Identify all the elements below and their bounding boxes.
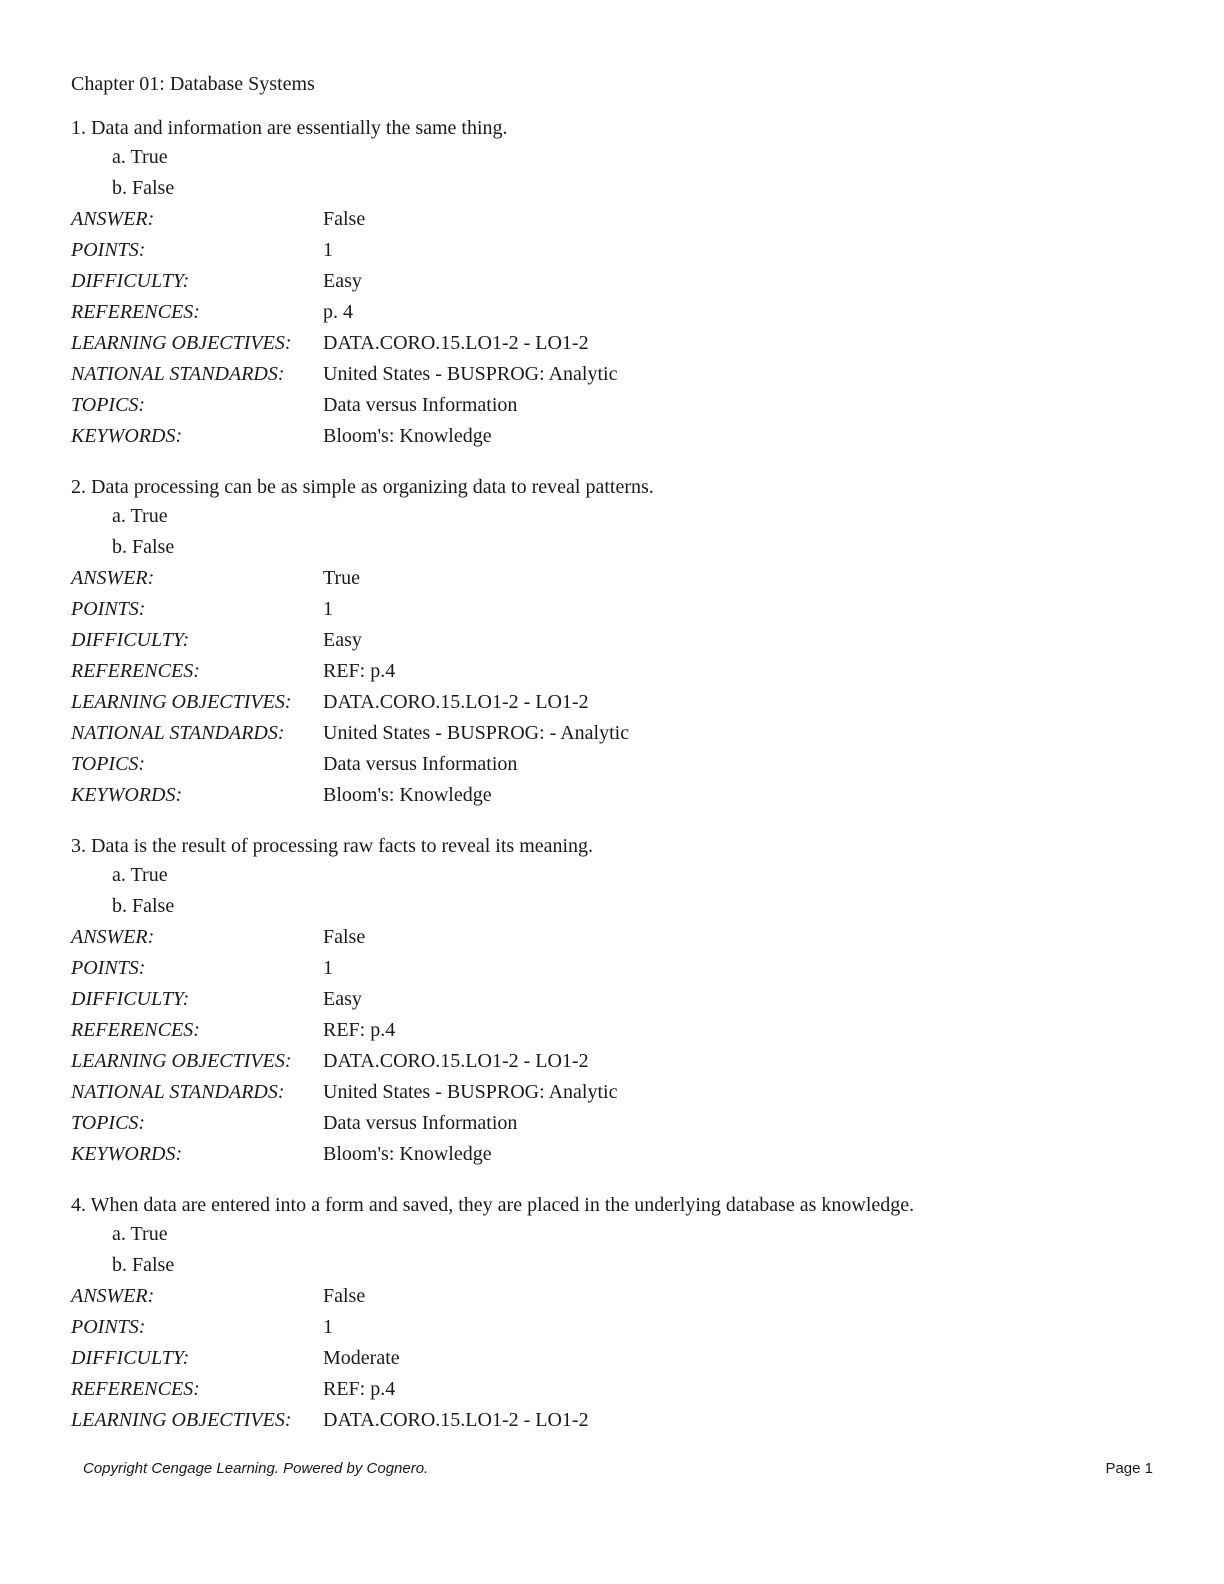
meta-references [71,297,1161,328]
option-a: a. True [112,146,168,168]
meta-label: REFERENCES: [71,301,200,323]
meta-answer [71,204,1161,235]
meta-difficulty [71,1343,1161,1374]
meta-label: POINTS: [71,1316,146,1338]
meta-value: True [323,567,361,589]
meta-answer [71,922,1161,953]
meta-value: United States - BUSPROG: - Analytic [323,722,630,744]
meta-learning-objectives [71,687,1161,718]
meta-label: KEYWORDS: [71,784,183,806]
meta-label: NATIONAL STANDARDS: [71,1081,285,1103]
option-b: b. False [112,177,175,199]
meta-value: Data versus Information [323,394,518,416]
question-1 [71,114,1161,452]
meta-label: KEYWORDS: [71,1143,183,1165]
meta-value: Data versus Information [323,753,518,775]
meta-value: Bloom's: Knowledge [323,1143,492,1165]
chapter-title: Chapter 01: Database Systems [71,73,315,95]
page-footer [83,1459,1153,1479]
option-b: b. False [112,895,175,917]
meta-value: p. 4 [323,301,353,323]
meta-label: NATIONAL STANDARDS: [71,363,285,385]
option-b: b. False [112,1254,175,1276]
meta-label: REFERENCES: [71,1019,200,1041]
meta-label: DIFFICULTY: [71,270,190,292]
meta-value: Easy [323,988,362,1010]
meta-label: NATIONAL STANDARDS: [71,722,285,744]
question-2 [71,473,1161,811]
meta-value: False [323,926,366,948]
meta-answer [71,1281,1161,1312]
meta-value: United States - BUSPROG: Analytic [323,1081,618,1103]
meta-label: LEARNING OBJECTIVES: [71,691,292,713]
meta-value: Data versus Information [323,1112,518,1134]
question-4 [71,1191,1161,1436]
answer-options [71,501,1161,563]
meta-points [71,235,1161,266]
meta-difficulty [71,625,1161,656]
meta-topics [71,1108,1161,1139]
meta-value: Bloom's: Knowledge [323,425,492,447]
meta-label: POINTS: [71,957,146,979]
meta-label: KEYWORDS: [71,425,183,447]
meta-value: DATA.CORO.15.LO1-2 - LO1-2 [323,691,589,713]
meta-label: LEARNING OBJECTIVES: [71,332,292,354]
meta-value: 1 [323,239,333,261]
meta-label: POINTS: [71,598,146,620]
meta-value: DATA.CORO.15.LO1-2 - LO1-2 [323,1050,589,1072]
question-text: 3. Data is the result of processing raw facts to reveal its meaning. [71,835,594,857]
meta-topics [71,749,1161,780]
meta-value: Easy [323,270,362,292]
meta-value: Moderate [323,1347,400,1369]
meta-national-standards [71,1077,1161,1108]
meta-label: ANSWER: [71,1285,155,1307]
meta-label: POINTS: [71,239,146,261]
meta-label: DIFFICULTY: [71,1347,190,1369]
question-text: 1. Data and information are essentially the same thing. [71,117,508,139]
question-text: 4. When data are entered into a form and saved, they are placed in the underlying database as knowledge. [71,1194,915,1216]
document-page [71,70,1161,1457]
meta-learning-objectives [71,1046,1161,1077]
meta-value: Easy [323,629,362,651]
meta-label: REFERENCES: [71,660,200,682]
meta-label: ANSWER: [71,926,155,948]
question-text: 2. Data processing can be as simple as organizing data to reveal patterns. [71,476,654,498]
meta-label: LEARNING OBJECTIVES: [71,1409,292,1431]
option-b: b. False [112,536,175,558]
meta-label: ANSWER: [71,567,155,589]
meta-label: DIFFICULTY: [71,988,190,1010]
meta-label: ANSWER: [71,208,155,230]
meta-points [71,953,1161,984]
meta-label: TOPICS: [71,1112,146,1134]
meta-value: 1 [323,598,333,620]
meta-value: False [323,1285,366,1307]
meta-value: 1 [323,1316,333,1338]
option-a: a. True [112,1223,168,1245]
meta-value: REF: p.4 [323,1019,396,1041]
meta-difficulty [71,984,1161,1015]
meta-value: United States - BUSPROG: Analytic [323,363,618,385]
meta-label: DIFFICULTY: [71,629,190,651]
meta-label: TOPICS: [71,753,146,775]
meta-references [71,656,1161,687]
meta-learning-objectives [71,1405,1161,1436]
meta-keywords [71,421,1161,452]
meta-national-standards [71,359,1161,390]
meta-label: TOPICS: [71,394,146,416]
meta-value: DATA.CORO.15.LO1-2 - LO1-2 [323,1409,589,1431]
meta-value: REF: p.4 [323,1378,396,1400]
meta-national-standards [71,718,1161,749]
option-a: a. True [112,505,168,527]
meta-difficulty [71,266,1161,297]
option-a: a. True [112,864,168,886]
meta-value: False [323,208,366,230]
meta-keywords [71,780,1161,811]
copyright-notice: Copyright Cengage Learning. Powered by Cognero. [83,1460,429,1477]
meta-label: LEARNING OBJECTIVES: [71,1050,292,1072]
meta-points [71,594,1161,625]
meta-references [71,1015,1161,1046]
meta-learning-objectives [71,328,1161,359]
meta-points [71,1312,1161,1343]
meta-label: REFERENCES: [71,1378,200,1400]
answer-options [71,860,1161,922]
meta-value: 1 [323,957,333,979]
meta-topics [71,390,1161,421]
meta-references [71,1374,1161,1405]
page-number: Page 1 [1105,1460,1153,1477]
meta-keywords [71,1139,1161,1170]
answer-options [71,1219,1161,1281]
answer-options [71,142,1161,204]
question-3 [71,832,1161,1170]
meta-value: REF: p.4 [323,660,396,682]
meta-answer [71,563,1161,594]
meta-value: Bloom's: Knowledge [323,784,492,806]
meta-value: DATA.CORO.15.LO1-2 - LO1-2 [323,332,589,354]
